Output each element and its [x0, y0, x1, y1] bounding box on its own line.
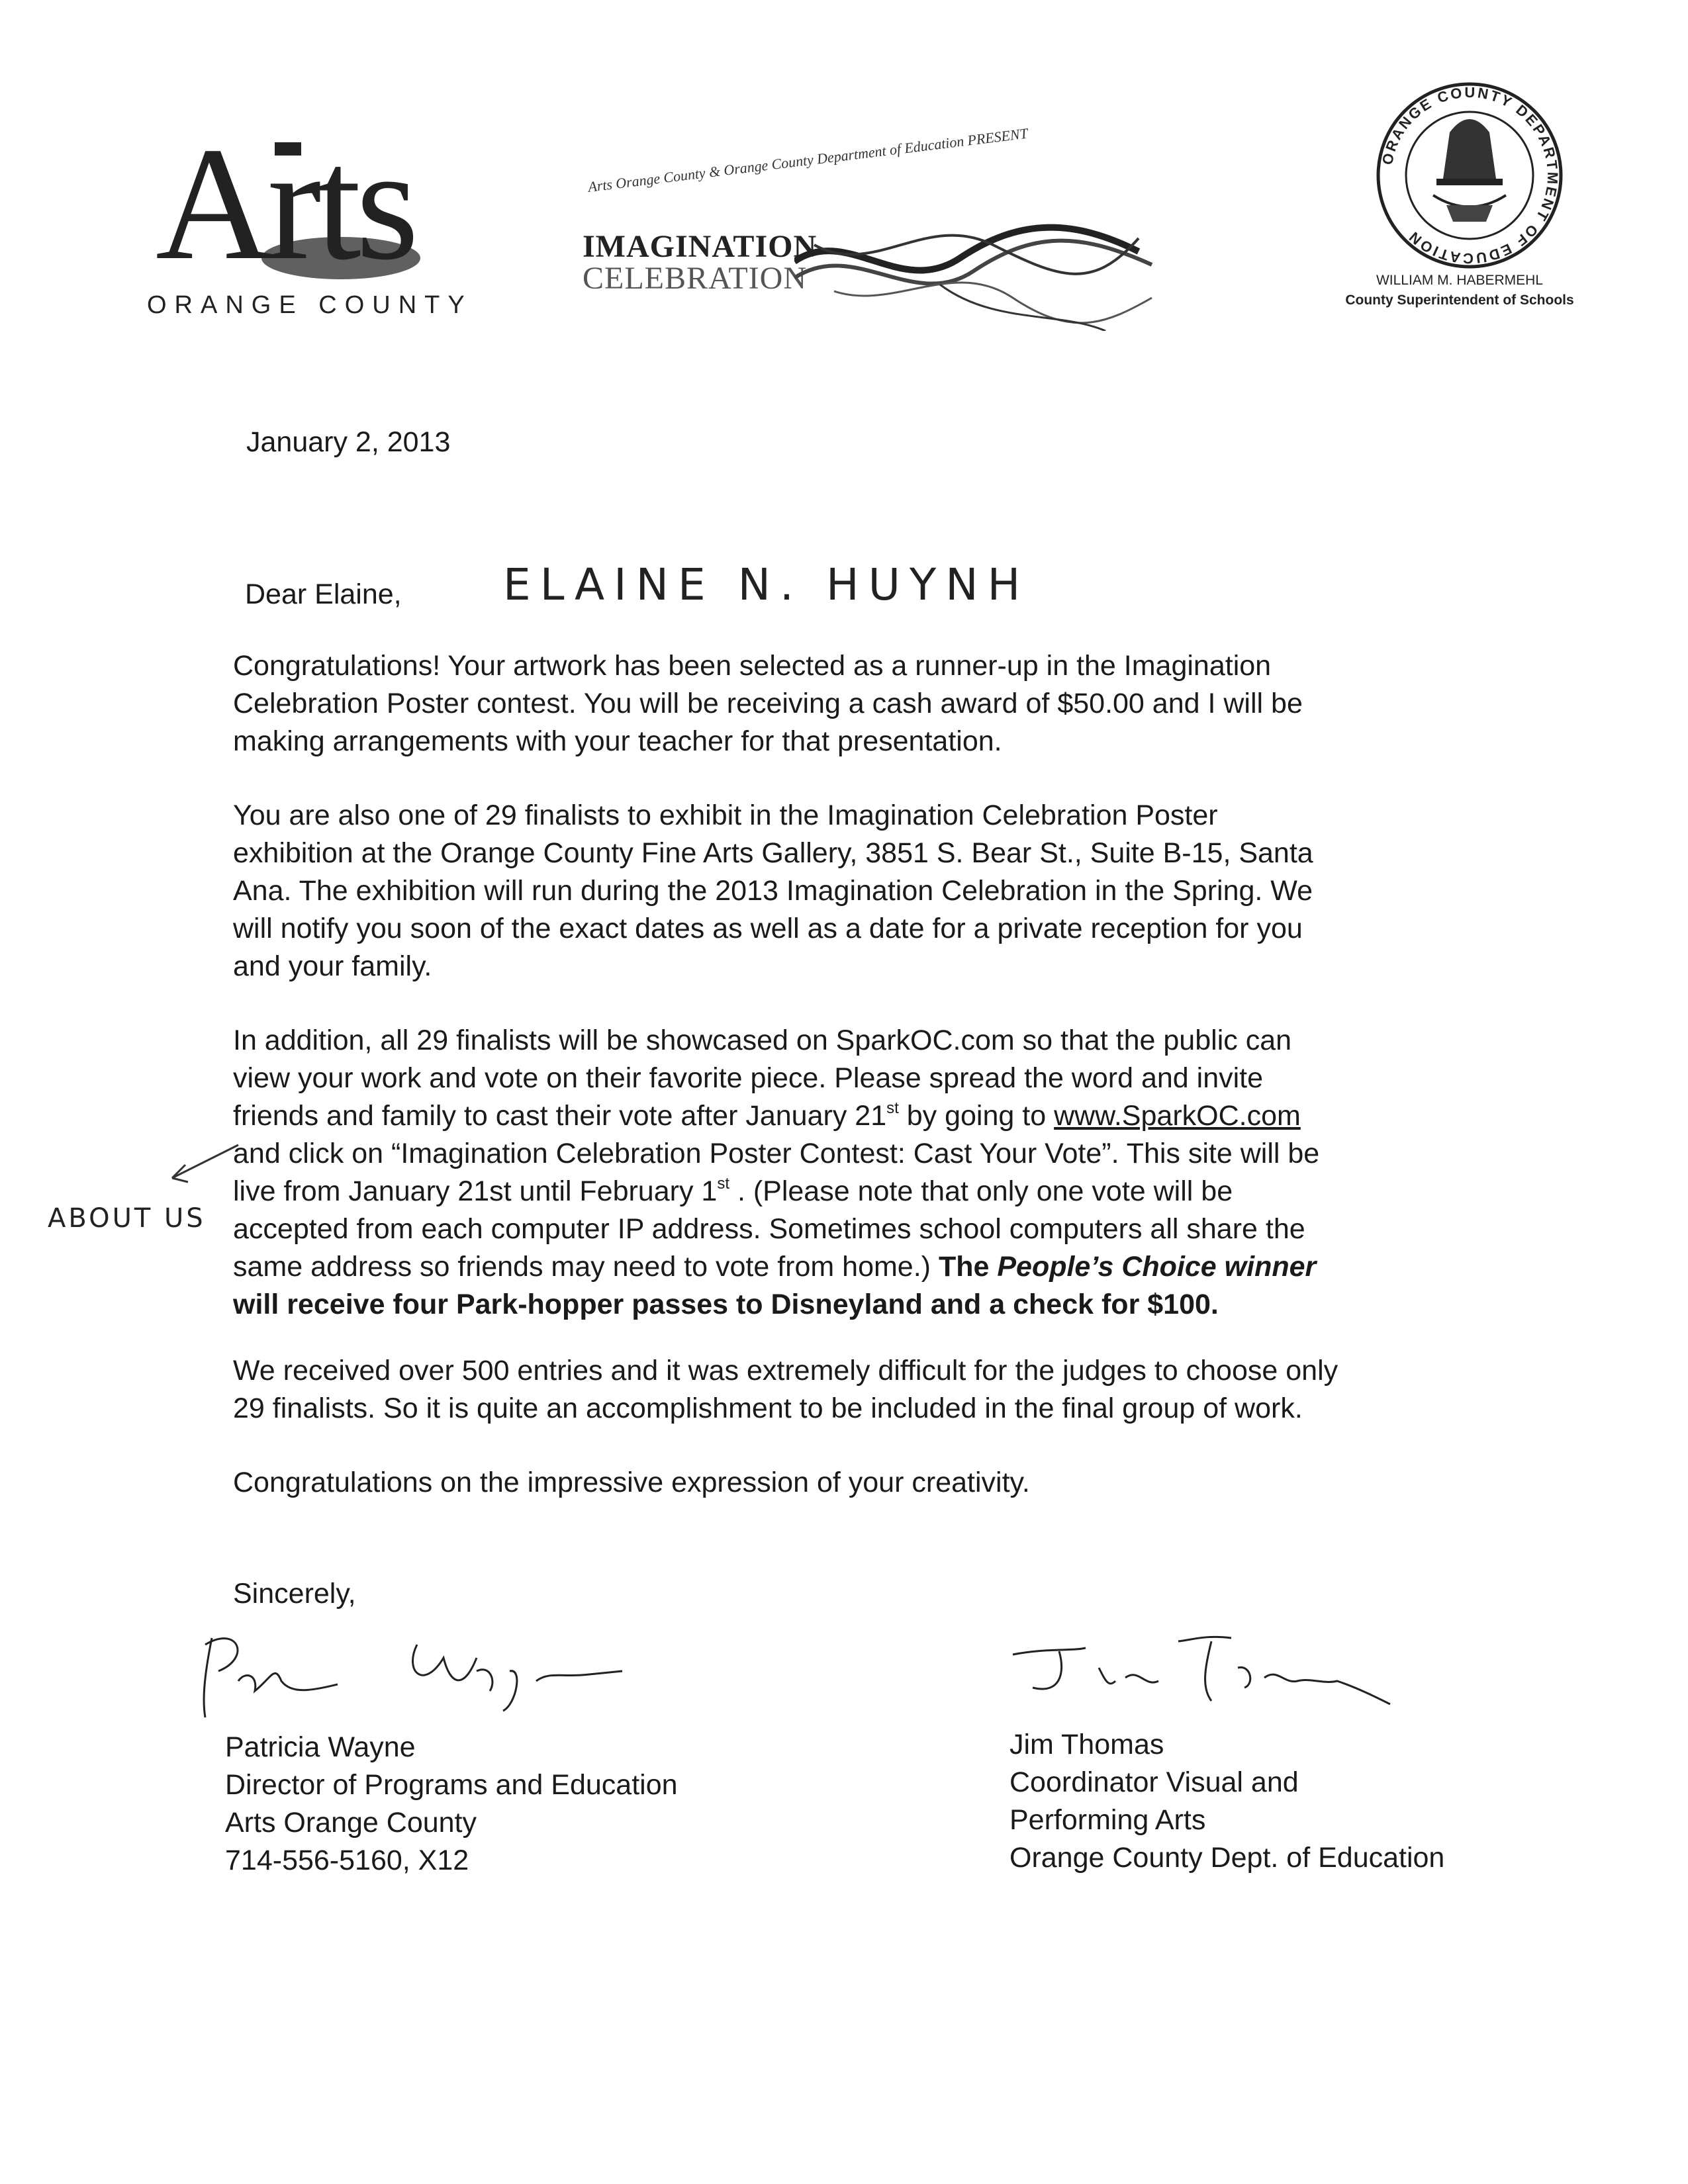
text-line: will notify you soon of the exact dates as well as a date for a private reception for you [233, 913, 1303, 944]
text-line: same address so friends may need to vote from home.) The People’s Choice winner [233, 1251, 1317, 1283]
superintendent-name: WILLIAM M. HABERMEHL [1376, 273, 1544, 288]
signer-left-org: Arts Orange County [225, 1807, 477, 1839]
superintendent-title: County Superintendent of Schools [1345, 293, 1574, 308]
paragraph-award [233, 647, 1530, 760]
signer-left-phone: 714-556-5160, X12 [225, 1844, 469, 1876]
signer-right-name: Jim Thomas [1009, 1729, 1164, 1760]
text-line: Congratulations! Your artwork has been selected as a runner-up in the Imagination [233, 650, 1272, 682]
paragraph-entries [233, 1352, 1530, 1428]
text-line: In addition, all 29 finalists will be showcased on SparkOC.com so that the public can [233, 1024, 1292, 1056]
handwritten-name: ELAINE N. HUYNH [503, 559, 1030, 610]
text-line: We received over 500 entries and it was extremely difficult for the judges to choose only [233, 1355, 1338, 1387]
paragraph-exhibition [233, 797, 1530, 985]
signature-patricia-wayne [165, 1618, 629, 1731]
signer-right-org: Orange County Dept. of Education [1009, 1842, 1445, 1874]
text-line: and your family. [233, 950, 432, 982]
signer-right-title2: Performing Arts [1009, 1804, 1206, 1836]
signer-left-title: Director of Programs and Education [225, 1769, 678, 1801]
arts-logo-word: Arts [156, 114, 414, 293]
text-line: Celebration Poster contest. You will be receiving a cash award of $50.00 and I will be [233, 688, 1303, 719]
imagination-ribbon-graphic [794, 199, 1165, 331]
signer-right [1009, 1726, 1444, 1877]
margin-note: ABOUT US [48, 1203, 206, 1234]
text-line: making arrangements with your teacher for that presentation. [233, 725, 1002, 757]
closing: Sincerely, [233, 1578, 356, 1610]
text-line: will receive four Park-hopper passes to Disneyland and a check for $100. [233, 1289, 1219, 1320]
letter-date: January 2, 2013 [246, 426, 451, 458]
signer-left [225, 1729, 678, 1880]
signer-left-name: Patricia Wayne [225, 1731, 416, 1763]
handwritten-arrow-icon [165, 1138, 245, 1191]
text-line: accepted from each computer IP address. Sometimes school computers all share the [233, 1213, 1305, 1245]
arts-logo-subtitle: ORANGE COUNTY [147, 291, 473, 319]
signer-right-title1: Coordinator Visual and [1009, 1766, 1299, 1798]
seal-ring-text: ORANGE COUNTY DEPARTMENT OF EDUCATION [1378, 83, 1562, 267]
paragraph-closing: Congratulations on the impressive expression of your creativity. [233, 1467, 1030, 1498]
text-line: exhibition at the Orange County Fine Arts Gallery, 3851 S. Bear St., Suite B-15, Santa [233, 837, 1313, 869]
signature-jim-thomas [993, 1621, 1403, 1727]
orange-county-department-of-education-seal [1374, 79, 1566, 271]
text-line: Ana. The exhibition will run during the 2013 Imagination Celebration in the Spring. We [233, 875, 1313, 907]
text-line: friends and family to cast their vote after January 21st by going to www.SparkOC.com [233, 1099, 1301, 1132]
imagination-logo-word2: CELEBRATION [583, 261, 807, 296]
imagination-present-line: Arts Orange County & Orange County Department of Education PRESENT [586, 124, 1029, 196]
sparkoc-link[interactable]: www.SparkOC.com [1054, 1100, 1301, 1132]
text-line: live from January 21st until February 1st . (Please note that only one vote will be [233, 1175, 1233, 1207]
text-line: view your work and vote on their favorite piece. Please spread the word and invite [233, 1062, 1264, 1094]
text-line: You are also one of 29 finalists to exhibit in the Imagination Celebration Poster [233, 799, 1218, 831]
text-line: 29 finalists. So it is quite an accomplishment to be included in the final group of work. [233, 1392, 1303, 1424]
salutation: Dear Elaine, [245, 578, 402, 610]
text-line: and click on “Imagination Celebration Poster Contest: Cast Your Vote”. This site will be [233, 1138, 1320, 1169]
imagination-logo-word1: IMAGINATION [583, 229, 818, 264]
paragraph-voting [233, 1022, 1530, 1324]
